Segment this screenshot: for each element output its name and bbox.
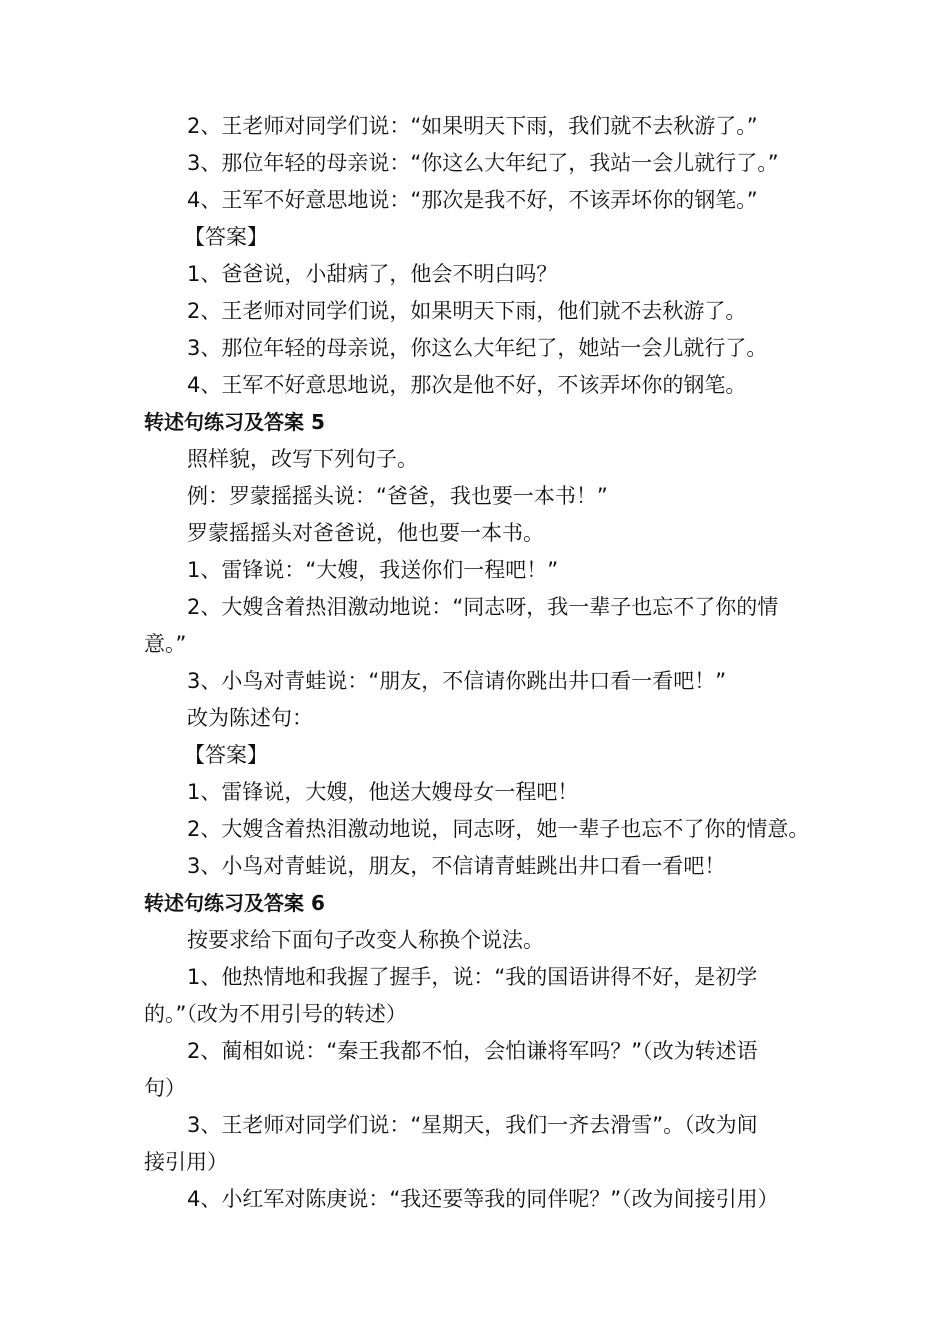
text-line: 罗蒙摇摇头对爸爸说，他也要一本书。 xyxy=(187,521,544,545)
text-line: 3、那位年轻的母亲说，你这么大年纪了，她站一会儿就行了。 xyxy=(187,336,768,360)
text-line: 照样貌，改写下列句子。 xyxy=(187,447,418,471)
text-line-continuation: 接引用） xyxy=(144,1150,228,1174)
text-line: 1、爸爸说，小甜病了，他会不明白吗？ xyxy=(187,262,558,286)
answer-label: 【答案】 xyxy=(184,225,268,249)
text-line: 4、小红军对陈庚说：“我还要等我的同伴呢？”（改为间接引用） xyxy=(187,1187,779,1211)
text-line: 改为陈述句： xyxy=(187,706,313,730)
text-line: 4、王军不好意思地说，那次是他不好，不该弄坏你的钢笔。 xyxy=(187,373,747,397)
text-line: 3、小鸟对青蛙说，朋友，不信请青蛙跳出井口看一看吧！ xyxy=(187,854,726,878)
text-line: 4、王军不好意思地说：“那次是我不好，不该弄坏你的钢笔。” xyxy=(187,188,758,212)
text-line: 3、王老师对同学们说：“星期天，我们一齐去滑雪”。（改为间 xyxy=(187,1113,758,1137)
text-line: 2、大嫂含着热泪激动地说，同志呀，她一辈子也忘不了你的情意。 xyxy=(187,817,810,841)
text-line: 1、雷锋说，大嫂，他送大嫂母女一程吧！ xyxy=(187,780,579,804)
text-line-continuation: 的。”（改为不用引号的转述） xyxy=(144,1002,407,1026)
text-line: 2、王老师对同学们说，如果明天下雨，他们就不去秋游了。 xyxy=(187,299,747,323)
text-line: 1、他热情地和我握了握手，说：“我的国语讲得不好，是初学 xyxy=(187,965,758,989)
section-heading: 转述句练习及答案 5 xyxy=(144,410,325,434)
text-line: 2、王老师对同学们说：“如果明天下雨，我们就不去秋游了。” xyxy=(187,114,758,138)
text-line: 2、蔺相如说：“秦王我都不怕，会怕谦将军吗？”（改为转述语 xyxy=(187,1039,758,1063)
answer-label: 【答案】 xyxy=(184,743,268,767)
text-line: 例：罗蒙摇摇头说：“爸爸，我也要一本书！” xyxy=(187,484,608,508)
text-line-continuation: 意。” xyxy=(144,632,187,656)
text-line: 3、那位年轻的母亲说：“你这么大年纪了，我站一会儿就行了。” xyxy=(187,151,779,175)
text-line: 1、雷锋说：“大嫂，我送你们一程吧！” xyxy=(187,558,559,582)
section-heading: 转述句练习及答案 6 xyxy=(144,891,325,915)
text-line: 3、小鸟对青蛙说：“朋友，不信请你跳出井口看一看吧！” xyxy=(187,669,727,693)
text-line-continuation: 句） xyxy=(144,1076,186,1100)
text-line: 按要求给下面句子改变人称换个说法。 xyxy=(187,928,544,952)
text-line: 2、大嫂含着热泪激动地说：“同志呀，我一辈子也忘不了你的情 xyxy=(187,595,779,619)
